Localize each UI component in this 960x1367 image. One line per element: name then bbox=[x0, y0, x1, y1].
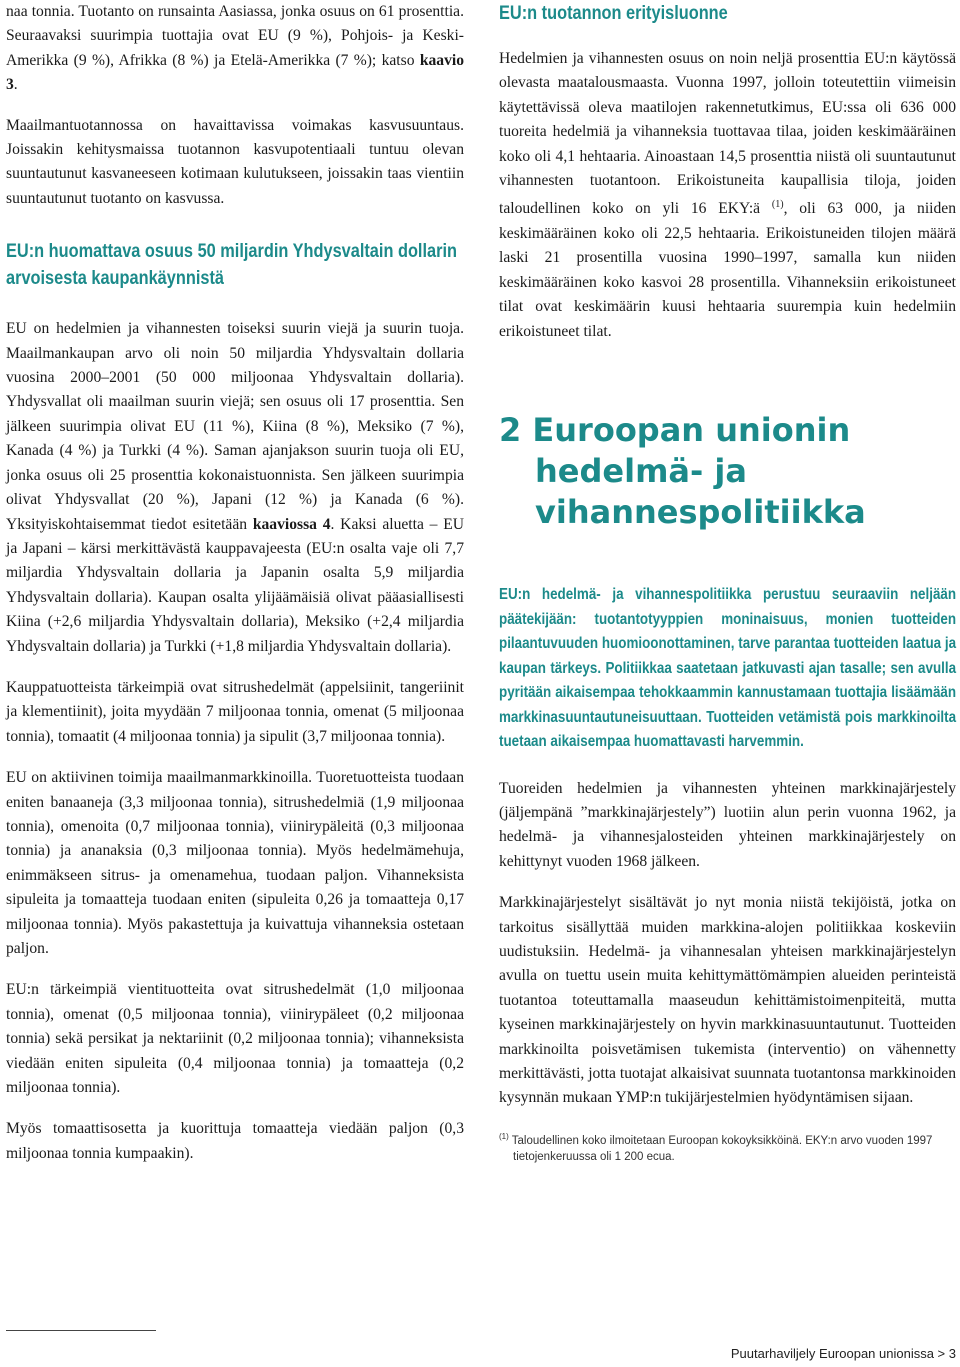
paragraph: EU:n tärkeimpiä vientituotteita ovat sitrushedelmät (1,0 miljoonaa tonnia), omenat (0,5 miljoonaa tonnia), viinirypäleet (0,2 miljoonaa tonnia) sekä persikat ja nektariinit (0,2 miljoonaa tonnia); vihanneksista viedään eniten sipuleita (0,4 miljoonaa tonnia) ja tomaatteja (0,2 miljoonaa tonnia). bbox=[6, 981, 464, 1097]
section-heading: EU:n tuotannon erityisluonne bbox=[499, 3, 728, 24]
chart-reference: kaaviossa 4 bbox=[252, 515, 331, 533]
footnote-mark: (1) bbox=[499, 1131, 509, 1141]
paragraph: Hedelmien ja vihannesten osuus on noin neljä prosenttia EU:n käytössä olevasta maatalousmaasta. Vuonna 1997, jolloin toteutettiin viimeisin käytettävissä oleva maatilojen rakennetutkimus, EU:ssa oli 636 000 tuoreita hedelmiä ja vihanneksia tuottavaa tilaa, joiden keskimääräinen koko oli 4,1 hehtaaria. Ainoastaan 14,5 prosenttia niistä oli suuntautunut vihannesten tuotantoon. Erikoistuneita kaupallisia tiloja, joiden taloudellinen koko on yli 16 EKY:ä $^{(1)}$, oli 63 000, ja niiden keskimääräinen koko oli 22,5 hehtaaria. Erikoistuneiden tilojen määrä laski 21 prosentilla vuosina 1990–1997, samalla kun niiden keskimääräinen koko kasvoi 28 prosentilla. Vihanneksiin erikoistuneet tilat ovat keskimäärin kuusi hehtaaria suurempia kuin hedelmiin erikoistuneet tilat. bbox=[499, 50, 957, 340]
right-column bbox=[499, 0, 956, 1165]
chart-reference: kaavio 3 bbox=[6, 51, 465, 94]
paragraph: Markkinajärjestelyt sisältävät jo nyt monia niistä tekijöistä, jotka on tarkoitus sisällyttää muiden markkina-alojen politiikkaa koskeviin uudistuksiin. Hedelmä- ja vihannesalan yhteisen markkinajärjestelyn avulla on tuettu usein muita kehittymättömämpien alueiden perinteistä tuotantoa toteuttamalla maaseudun kehittämistoimenpiteitä, mutta kyseinen markkinajärjestely on hyvin markkinasuuntautunut. Tuotteiden markkinoilta poisvetämisen tukemista (interventio) on vähennetty merkittävästi, jotta tuotajat alkaisivat suunnata tuotantonsa markkinoiden kysynnän mukaan YMP:n tukijärjestelmien hyödyntämisen sijaan. bbox=[499, 894, 956, 1107]
paragraph: Maailmantuotannossa on havaittavissa voimakas kasvusuuntaus. Joissakin kehitysmaissa tuotannon kasvupotentiaali tuntuu olevan suuntautunut kasvaneeseen kotimaan kulutukseen, joissakin taas vientiin suuntautunut tuotanto on kasvussa. bbox=[6, 116, 464, 207]
paragraph: EU on hedelmien ja vihannesten toiseksi suurin viejä ja suurin tuoja. Maailmankaupan arvo oli noin 50 miljardia Yhdysvaltain dollaria vuosina 2000–2001 (50 000 miljoonaa Yhdysvaltain dollaria). Yhdysvallat oli maailman suurin viejä; sen osuus oli 17 prosenttia. Sen jälkeen suurimpia olivat EU (11 %), Kiina (8 %), Meksiko (7 %), Kanada (4 %) ja Turkki (4 %). Saman ajanjakson suurin tuoja oli EU, jonka osuus oli 25 prosenttia kokonaistuonnista. Sen jälkeen suurimpia olivat Yhdysvallat (20 %), Japani (12 %) ja Kanada (6 %). Yksityiskohtaisemmat tiedot esitetään kaaviossa 4. Kaksi aluetta – EU ja Japani – kärsi merkittävästä kauppavajeesta (EU:n osalta vaje oli 7,7 miljardia Yhdysvaltain dollaria ja Japanin osalta 5,9 miljardia Yhdysvaltain dollaria). Kaupan osalta ylijäämäisiä olivat pääasiallisesti Kiina (+2,6 miljardia Yhdysvaltain dollaria), Meksiko (+2,4 miljardia Yhdysvaltain dollaria) ja Turkki (+1,8 miljardia Yhdysvaltain dollaria). bbox=[6, 320, 464, 655]
paragraph: Tuoreiden hedelmien ja vihannesten yhteinen markkinajärjestely (jäljempänä ”markkinajärjestely”) luotiin alun perin vuonna 1962, ja hedelmä- ja vihannesjalosteiden yhteinen markkinajärjestely on kehittynyt vuoden 1968 jälkeen. bbox=[499, 779, 956, 870]
paragraph: Myös tomaattisosetta ja kuorittuja tomaatteja viedään paljon (0,3 miljoonaa tonnia kumpaakin). bbox=[6, 1120, 464, 1162]
divider bbox=[6, 1330, 156, 1331]
lead-paragraph: EU:n hedelmä- ja vihannespolitiikka perustuu seuraaviin neljään päätekijään: tuotantotyyppien moninaisuus, monien tuotteiden pilaantuvuuden huomioonottaminen, tarve parantaa tuotteiden laatua ja kaupan tärkeys. Politiikkaa saatetaan jatkuvasti ajan tasalle; sen avulla pyritään aikaisempaa tehokkaammin kannustamaan tuottajia lisäämään markkinasuuntautuneisuuttaan. Tuotteiden vetämistä pois markkinoilta tuetaan aikaisempaa huomattavasti harvemmin. bbox=[499, 586, 957, 751]
paragraph: naa tonnia. Tuotanto on runsainta Aasiassa, jonka osuus on 61 prosenttia. Seuraavaksi suurimpia tuottajia ovat EU (9 %), Pohjois- ja Keski-Amerikka (9 %), Afrikka (8 %) ja Etelä-Amerikka (7 %); katso kaavio 3. bbox=[6, 3, 465, 94]
left-column bbox=[6, 0, 464, 1166]
page-footer: Puutarhaviljely Euroopan unionissa > 3 bbox=[730, 1346, 956, 1361]
chapter-title: 2 Euroopan unionin hedelmä- ja vihannespolitiikka bbox=[499, 411, 866, 532]
paragraph: Kauppatuotteista tärkeimpiä ovat sitrushedelmät (appelsiinit, tangeriinit ja klementiinit), joita myydään 7 miljoonaa tonnia, omenat (5 miljoonaa tonnia), tomaatit (4 miljoonaa tonnia) ja sipulit (3,7 miljoonaa tonnia). bbox=[6, 678, 464, 745]
paragraph: EU on aktiivinen toimija maailmanmarkkinoilla. Tuoretuotteista tuodaan eniten banaaneja (3,3 miljoonaa tonnia), sitrushedelmiä (1,9 miljoonaa tonnia), omenoita (0,7 miljoonaa tonnia), viinirypäleitä (0,3 miljoonaa tonnia) ja ananaksia (0,3 miljoonaa tonnia). Myös hedelmämehuja, enimmäkseen sitrus- ja omenamehua, tuodaan paljon. Vihanneksista sipuleita ja tomaatteja tuodaan eniten (sipuleita 0,26 ja tomaatteja 0,17 miljoonaa tonnia). Myös pakastettuja ja kuivattuja vihanneksia ostetaan paljon. bbox=[6, 769, 464, 957]
footnote-reference: (1) bbox=[771, 199, 784, 211]
footnote: $^{(1)}$ Taloudellinen koko ilmoitetaan Euroopan kokoyksikköinä. EKY:n arvo vuoden 1997 tietojenkeruussa oli 1 200 ecua. bbox=[499, 1131, 933, 1163]
section-heading: EU:n huomattava osuus 50 miljardin Yhdysvaltain dollarin arvoisesta kaupankäynnistä bbox=[6, 241, 457, 290]
